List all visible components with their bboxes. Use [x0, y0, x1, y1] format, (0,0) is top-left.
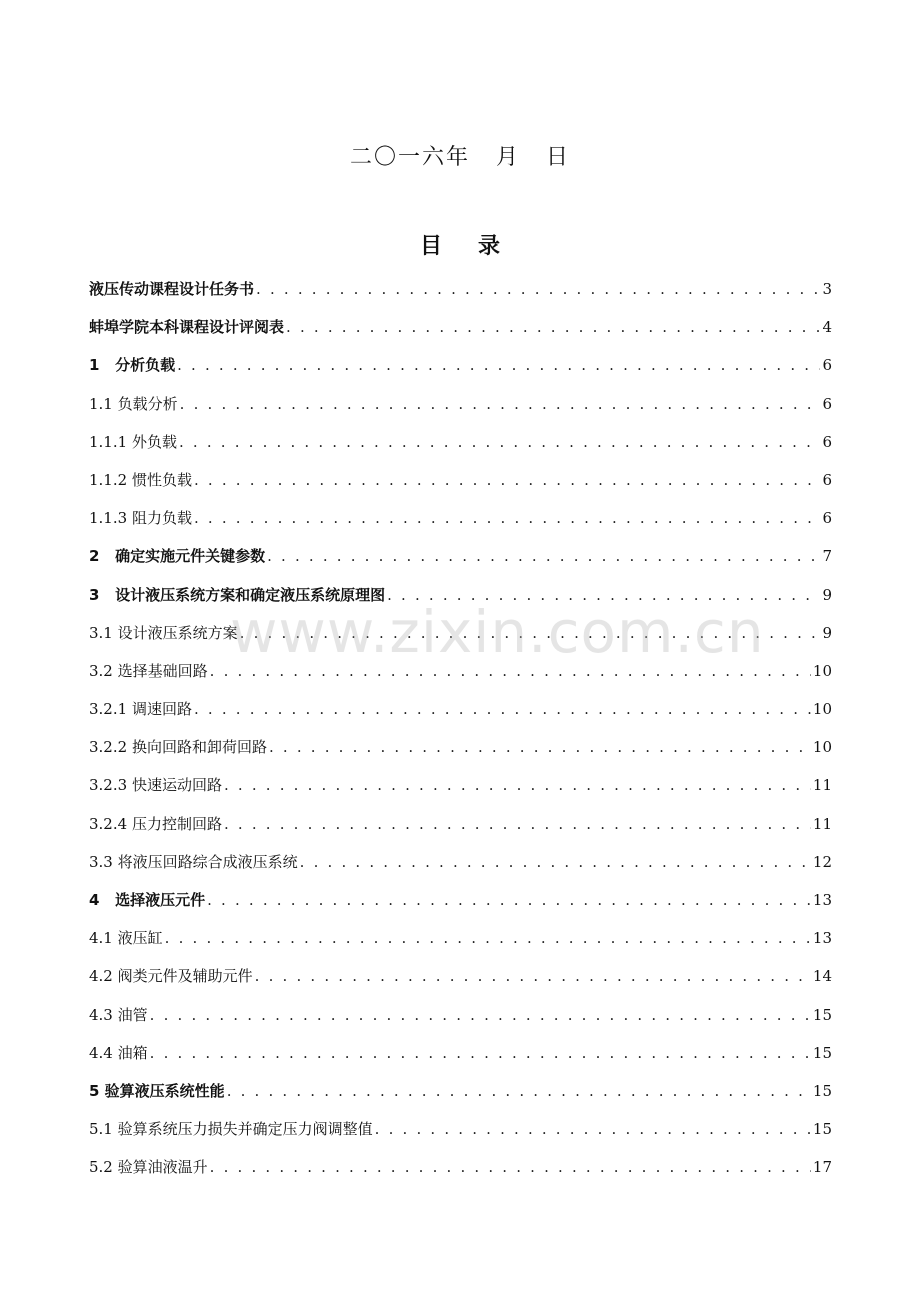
toc-entry[interactable]: [89, 1079, 832, 1117]
toc-entry-number: 1.1: [89, 394, 118, 413]
toc-entry-number: 3.1: [89, 623, 118, 642]
toc-dot-leader: [240, 621, 821, 645]
toc-entry-page-number: 6: [822, 356, 832, 375]
toc-entry-number: 2: [89, 547, 116, 566]
toc-entry-page-number: 11: [812, 814, 832, 833]
toc-entry-title: 选择基础回路: [117, 661, 208, 680]
toc-entry-page-number: 13: [812, 929, 832, 948]
toc-entry-number: 4.4: [89, 1043, 118, 1062]
toc-entry-page-number: 10: [812, 738, 832, 757]
toc-entry[interactable]: [89, 773, 832, 811]
toc-entry[interactable]: [89, 468, 832, 506]
toc-dot-leader: [194, 468, 821, 492]
toc-entry-page-number: 10: [812, 700, 832, 719]
toc-entry[interactable]: [89, 583, 832, 621]
toc-entry[interactable]: [89, 1155, 832, 1193]
toc-entry-number: 1.1.2: [89, 470, 132, 489]
toc-entry-title: 阻力负载: [131, 509, 192, 528]
toc-entry-number: 3.2.1: [89, 700, 132, 719]
toc-dot-leader: [375, 1117, 811, 1141]
toc-dot-leader: [177, 353, 820, 377]
toc-entry-page-number: 11: [812, 776, 832, 795]
toc-dot-leader: [210, 1155, 811, 1179]
toc-dot-leader: [224, 812, 811, 836]
toc-entry-page-number: 17: [812, 1158, 832, 1177]
toc-entry-page-number: 14: [812, 967, 832, 986]
toc-entry-number: 4.2: [89, 967, 118, 986]
toc-entry-number: 1: [89, 356, 116, 375]
toc-dot-leader: [267, 544, 820, 568]
toc-dot-leader: [180, 392, 821, 416]
toc-dot-leader: [227, 1079, 811, 1103]
toc-entry[interactable]: [89, 1003, 832, 1041]
toc-dot-leader: [286, 315, 820, 339]
toc-dot-leader: [150, 1041, 811, 1065]
toc-entry[interactable]: [89, 926, 832, 964]
toc-entry-title: 蚌埠学院本科课程设计评阅表: [89, 318, 285, 337]
toc-entry-page-number: 12: [812, 852, 832, 871]
toc-heading: [0, 229, 920, 260]
toc-entry-number: 4.3: [89, 1005, 118, 1024]
toc-entry-page-number: 15: [812, 1043, 832, 1062]
toc-entry[interactable]: [89, 812, 832, 850]
toc-entry-page-number: 15: [812, 1005, 832, 1024]
table-of-contents: [89, 277, 832, 1194]
toc-entry[interactable]: [89, 277, 832, 315]
toc-entry[interactable]: [89, 544, 832, 582]
toc-entry-number: 5.2: [89, 1158, 118, 1177]
toc-entry[interactable]: [89, 697, 832, 735]
toc-entry-title: 验算系统压力损失并确定压力阀调整值: [117, 1120, 373, 1139]
toc-entry-number: 3.2.2: [89, 738, 132, 757]
toc-entry-title: 油箱: [117, 1043, 148, 1062]
toc-entry-title: 确定实施元件关键参数: [115, 547, 266, 566]
toc-entry-title: 选择液压元件: [115, 891, 206, 909]
toc-dot-leader: [224, 773, 811, 797]
toc-entry-title: 惯性负载: [131, 470, 192, 489]
toc-entry-number: 1.1.3: [89, 509, 132, 528]
toc-entry-title: 验算油液温升: [117, 1158, 208, 1177]
toc-entry-number: 4.1: [89, 929, 118, 948]
toc-entry-title: 换向回路和卸荷回路: [131, 738, 267, 757]
toc-entry-title: 将液压回路综合成液压系统: [117, 852, 298, 871]
toc-entry-title: 液压传动课程设计任务书: [89, 280, 255, 298]
toc-entry-title: 调速回路: [131, 700, 192, 719]
toc-heading-char-1: 目: [419, 234, 442, 259]
toc-entry-title: 设计液压系统方案和确定液压系统原理图: [115, 585, 386, 604]
toc-entry[interactable]: [89, 353, 832, 391]
toc-entry-page-number: 6: [822, 432, 832, 451]
date-day: 日: [546, 145, 571, 170]
toc-dot-leader: [179, 430, 821, 454]
toc-entry-title: 验算液压系统性能: [104, 1081, 225, 1100]
toc-entry-page-number: 10: [812, 661, 832, 680]
toc-entry-number: 3.2.3: [89, 776, 132, 795]
toc-entry-number: 3.3: [89, 852, 118, 871]
toc-entry-page-number: 9: [822, 623, 832, 642]
date-line: [0, 140, 920, 171]
toc-entry-page-number: 15: [812, 1081, 832, 1100]
toc-entry[interactable]: [89, 964, 832, 1002]
toc-entry-title: 设计液压系统方案: [117, 623, 238, 642]
toc-dot-leader: [150, 1003, 811, 1027]
toc-dot-leader: [207, 888, 811, 912]
toc-entry[interactable]: [89, 430, 832, 468]
toc-entry-page-number: 6: [822, 470, 832, 489]
watermark: www.zixin.com.cn: [230, 598, 765, 666]
toc-entry-number: 4: [89, 891, 116, 909]
toc-entry-title: 阀类元件及辅助元件: [117, 967, 253, 986]
toc-entry-page-number: 15: [812, 1120, 832, 1139]
toc-entry-number: 3.2.4: [89, 814, 132, 833]
toc-heading-char-2: 录: [478, 234, 501, 259]
toc-entry-title: 油管: [117, 1005, 148, 1024]
toc-dot-leader: [256, 277, 820, 301]
toc-entry[interactable]: [89, 850, 832, 888]
toc-entry[interactable]: [89, 659, 832, 697]
toc-dot-leader: [300, 850, 811, 874]
date-month: 月: [495, 145, 520, 170]
toc-entry-number: 3.2: [89, 661, 118, 680]
toc-entry-title: 分析负载: [115, 356, 176, 375]
toc-entry-title: 负载分析: [117, 394, 178, 413]
toc-entry[interactable]: [89, 506, 832, 544]
toc-dot-leader: [194, 697, 811, 721]
toc-entry[interactable]: [89, 888, 832, 926]
date-year: 二〇一六年: [349, 145, 470, 170]
toc-dot-leader: [269, 735, 811, 759]
toc-entry-page-number: 3: [822, 280, 832, 298]
toc-entry[interactable]: [89, 315, 832, 353]
toc-entry-page-number: 6: [822, 394, 832, 413]
toc-entry[interactable]: [89, 1041, 832, 1079]
toc-entry-page-number: 6: [822, 509, 832, 528]
toc-entry-number: 3: [89, 585, 116, 604]
toc-entry-title: 压力控制回路: [131, 814, 222, 833]
toc-entry[interactable]: [89, 621, 832, 659]
toc-entry-page-number: 9: [822, 585, 832, 604]
toc-dot-leader: [387, 583, 820, 607]
toc-entry[interactable]: [89, 1117, 832, 1155]
toc-entry-title: 外负载: [131, 432, 177, 451]
toc-dot-leader: [210, 659, 811, 683]
toc-dot-leader: [255, 964, 811, 988]
toc-entry-page-number: 13: [812, 891, 832, 909]
toc-entry-number: 5: [89, 1081, 105, 1100]
toc-entry-title: 快速运动回路: [131, 776, 222, 795]
toc-entry-page-number: 4: [822, 318, 832, 337]
toc-dot-leader: [165, 926, 811, 950]
toc-entry-title: 液压缸: [117, 929, 163, 948]
toc-entry[interactable]: [89, 392, 832, 430]
toc-entry[interactable]: [89, 735, 832, 773]
toc-entry-number: 1.1.1: [89, 432, 132, 451]
toc-dot-leader: [194, 506, 821, 530]
toc-entry-number: 5.1: [89, 1120, 118, 1139]
toc-entry-page-number: 7: [822, 547, 832, 566]
